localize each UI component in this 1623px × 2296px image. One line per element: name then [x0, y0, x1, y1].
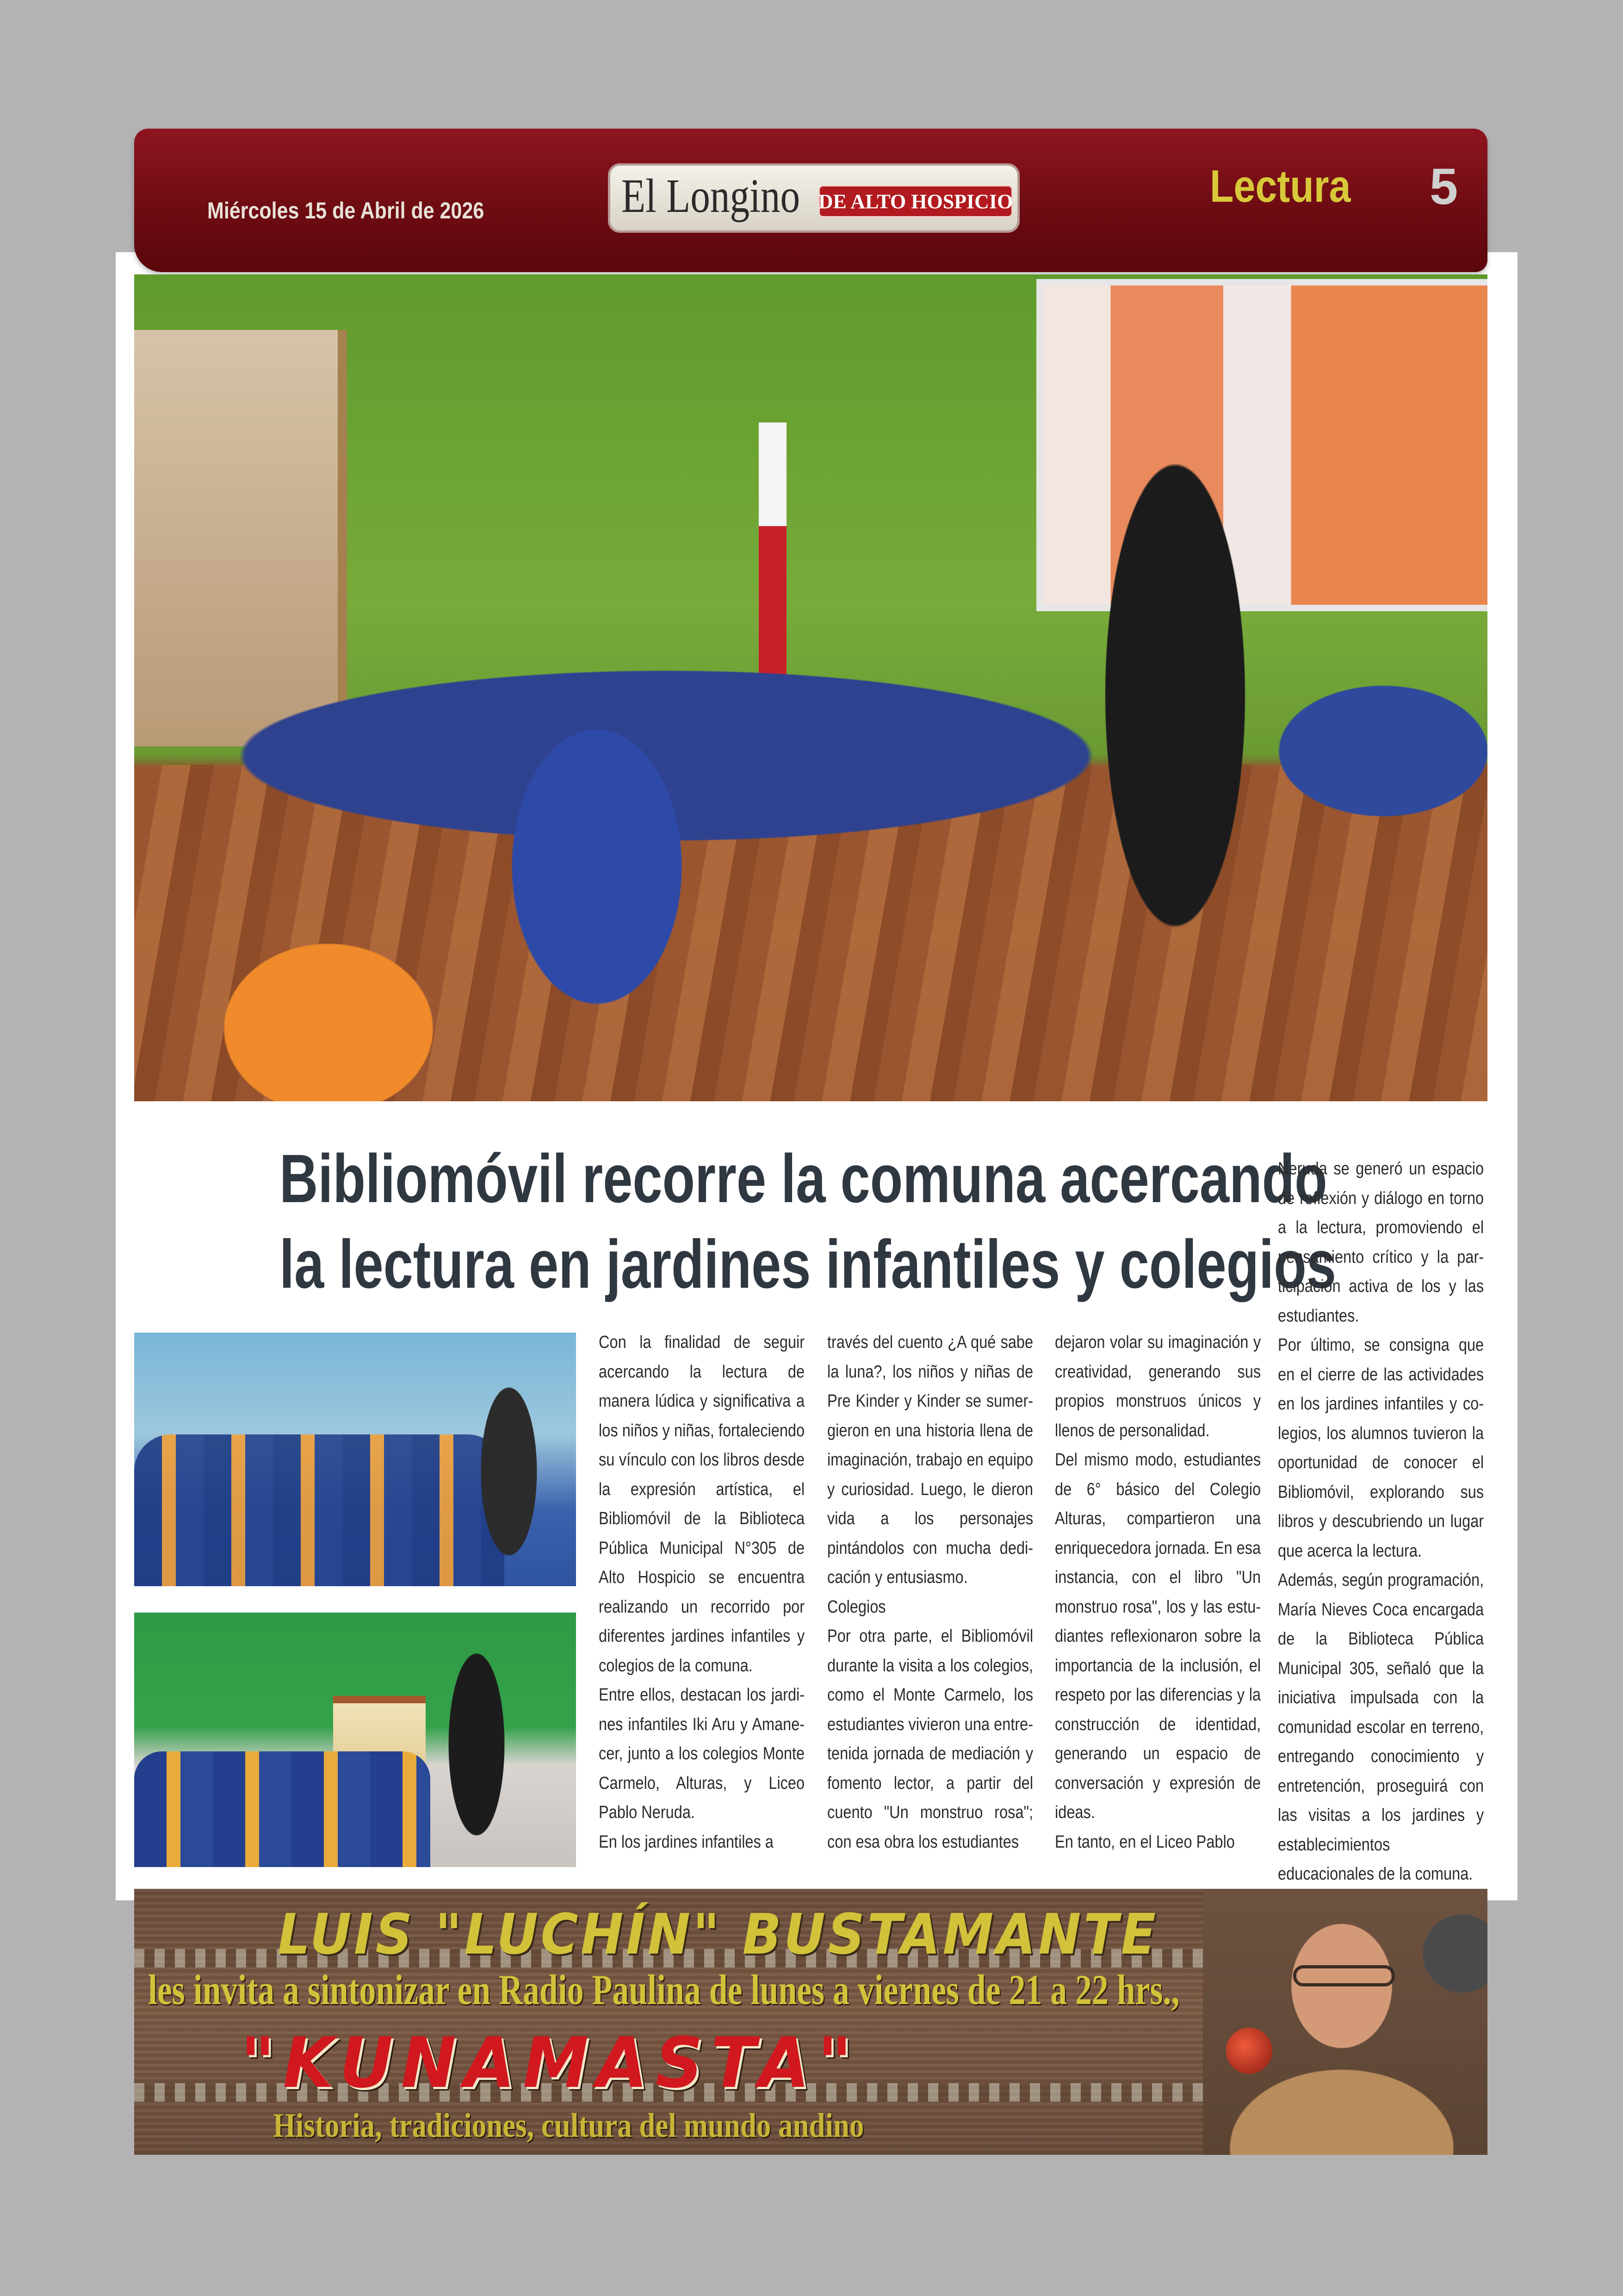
photo-children — [134, 1751, 430, 1867]
ad-program-name: "KUNAMASTA" — [241, 2023, 860, 2104]
microphone-icon — [1226, 2028, 1272, 2074]
paragraph: Además, según programación, María Nieves Coca encargada de la Biblioteca Pública Municipal 305, señaló que la iniciativa impulsada con la comunidad escolar en terreno, entregando conocimiento y entretención, proseguirá con las visitas a los jardines y establecimientos educacionales de la comuna. — [1278, 1570, 1484, 1884]
paragraph: través del cuento ¿A qué sabe la luna?, los niños y niñas de Pre Kinder y Kinder se sumergieron en una historia llena de imaginación, trabajo en equipo y curiosidad. Luego, le dieron vida a los personajes pintándolos con mucha dedicación y entusiasmo. — [827, 1333, 1034, 1587]
ad-host-name: LUIS "LUCHÍN" BUSTAMANTE — [278, 1903, 1158, 1967]
publication-name: El Longino — [621, 169, 800, 223]
paragraph: dejaron volar su imaginación y creatividad, generando sus propios monstruos únicos y llenos de personalidad. — [1055, 1333, 1261, 1440]
photo-children — [134, 1434, 504, 1586]
ad-tagline: Historia, tradiciones, cultura del mundo andino — [273, 2107, 864, 2145]
paragraph: Del mismo modo, estudiantes de 6° básico del Colegio Alturas, compartieron una enriquecedora jornada. En esa instancia, con el libro "Un monstruo rosa", los y las estudiantes reflexionaron sobre la importancia de la inclusión, el respeto por las diferencias y la construcción de identidad, generando un espacio de conversación y expresión de ideas. — [1055, 1450, 1261, 1822]
photo-reader — [430, 1622, 523, 1867]
photo-reader — [467, 1360, 551, 1582]
ad-host-portrait — [1203, 1889, 1487, 2155]
photo-classroom-storytime — [134, 1613, 576, 1867]
ad-invitation: les invita a sintonizar en Radio Paulina de lunes a viernes de 21 a 22 hrs., — [148, 1966, 1180, 2013]
article-column-2 — [827, 1328, 1033, 1857]
paragraph: En tanto, en el Liceo Pablo — [1055, 1832, 1235, 1852]
paragraph: Neruda se generó un espacio de reflexión y diálogo en torno a la lectura, promoviendo el pensamiento crítico y la participación activa de los y las estudiantes. — [1278, 1159, 1484, 1326]
headline-line-2: la lectura en jardines infantiles y colegios — [279, 1226, 1336, 1303]
photo-kindergarten-reading — [134, 1333, 576, 1586]
page-number: 5 — [1430, 158, 1458, 215]
advertisement-banner — [134, 1889, 1487, 2155]
issue-date: Miércoles 15 de Abril de 2026 — [207, 198, 484, 223]
article-headline — [157, 1136, 1336, 1307]
section-title: Lectura — [1210, 161, 1351, 211]
article-column-1 — [599, 1328, 805, 1857]
photo-students — [134, 635, 1487, 1101]
publication-badge: DE ALTO HOSPICIO — [818, 185, 1013, 217]
masthead-logo — [608, 163, 1020, 233]
paragraph: Entre ellos, destacan los jardines infantiles Iki Aru y Amanecer, junto a los colegios Monte Carmelo, Alturas, y Liceo Pablo Neruda. — [599, 1685, 805, 1822]
paragraph: Con la finalidad de seguir acercando la lectura de manera lúdica y significativa a los niños y niñas, fortaleciendo su vínculo con los libros desde la expresión artística, el Bibliomóvil de la Biblioteca Pública Municipal N°305 de Alto Hospicio se encuentra realizando un recorrido por diferentes jardines infantiles y colegios de la comuna. — [599, 1333, 805, 1675]
main-photo-classroom — [134, 274, 1487, 1101]
headline-line-1: Bibliomóvil recorre la comuna acercando — [279, 1141, 1327, 1217]
header-banner — [134, 129, 1487, 272]
subheading: Colegios — [827, 1597, 886, 1617]
paragraph: Por último, se consigna que en el cierre de las actividades en los jardines infantiles y colegios, los alumnos tuvieron la oportunidad de conocer el Bibliomóvil, explorando sus libros y descubriendo un lugar que acerca la lectura. — [1278, 1335, 1484, 1561]
photo-presenter — [1073, 381, 1277, 1005]
article-column-3 — [1055, 1328, 1261, 1857]
glasses-icon — [1293, 1965, 1395, 1986]
paragraph: En los jardines infantiles a — [599, 1832, 774, 1852]
article-column-4 — [1278, 1154, 1484, 1889]
paragraph: Por otra parte, el Bibliomóvil durante la visita a los colegios, como el Monte Carmelo, los estudiantes vivieron una entretenida jornada de mediación y fomento lector, a partir del cuento "Un monstruo rosa"; con esa obra los estudiantes — [827, 1626, 1034, 1852]
